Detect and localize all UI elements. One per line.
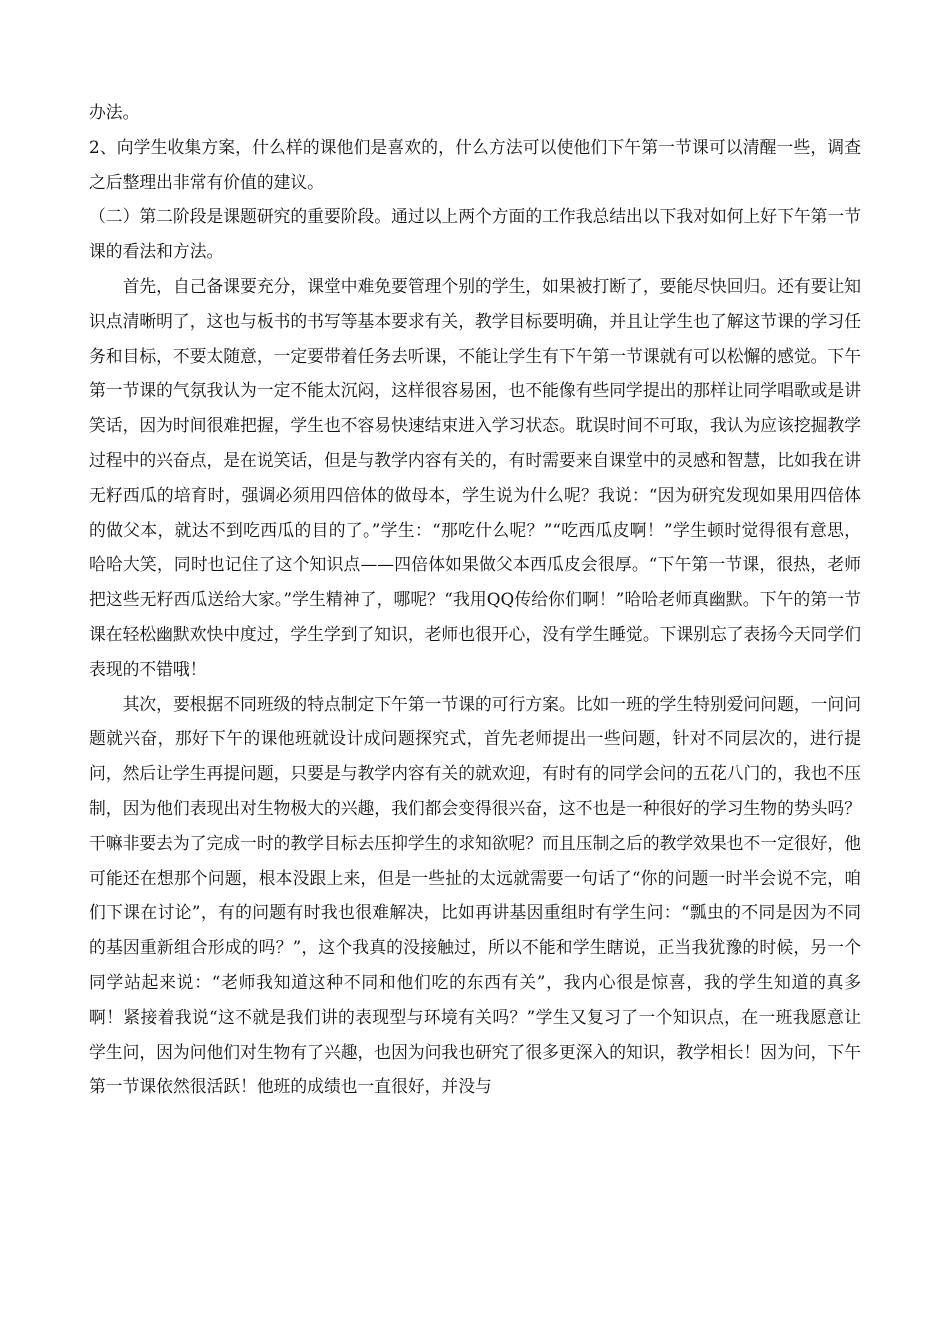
paragraph-stage-two: （二）第二阶段是课题研究的重要阶段。通过以上两个方面的工作我总结出以下我对如何上好下午第一节课的看法和方法。: [89, 206, 861, 262]
paragraph-continuation: 办法。: [89, 102, 140, 122]
document-page: [89, 95, 861, 1104]
paragraph-first-point: 首先，自己备课要充分，课堂中难免要管理个别的学生，如果被打断了，要能尽快回归。还有要让知识点清晰明了，这也与板书的书写等基本要求有关，教学目标要明确，并且让学生也了解这节课的学习任务和目标，不要太随意，一定要带着任务去听课，不能让学生有下午第一节课就有可以松懈的感觉。下午第一节课的气氛我认为一定不能太沉闷，这样很容易困，也不能像有些同学提出的那样让同学唱歌或是讲笑话，因为时间很难把握，学生也不容易快速结束进入学习状态。耽误时间不可取，我认为应该挖掘教学过程中的兴奋点，是在说笑话，但是与教学内容有关的，有时需要来自课堂中的灵感和智慧，比如我在讲无籽西瓜的培育时，强调必须用四倍体的做母本，学生说为什么呢？我说：“因为研究发现如果用四倍体的做父本，就达不到吃西瓜的目的了。”学生：“那吃什么呢？”“吃西瓜皮啊！”学生顿时觉得很有意思，哈哈大笑，同时也记住了这个知识点——四倍体如果做父本西瓜皮会很厚。“下午第一节课，很热，老师把这些无籽西瓜送给大家。”学生精神了，哪呢？“我用QQ传给你们啊！”哈哈老师真幽默。下午的第一节课在轻松幽默欢快中度过，学生学到了知识，老师也很开心，没有学生睡觉。下课别忘了表扬今天同学们表现的不错哦！: [89, 275, 861, 679]
paragraph-second-point: 其次，要根据不同班级的特点制定下午第一节课的可行方案。比如一班的学生特别爱问问题，一问问题就兴奋，那好下午的课他班就设计成问题探究式，首先老师提出一些问题，针对不同层次的，进行提问，然后让学生再提问题，只要是与教学内容有关的就欢迎，有时有的同学会问的五花八门的，我也不压制，因为他们表现出对生物极大的兴趣，我们都会变得很兴奋，这不也是一种很好的学习生物的势头吗？干嘛非要去为了完成一时的教学目标去压抑学生的求知欲呢？而且压制之后的教学效果也不一定很好，他可能还在想那个问题，根本没跟上来，但是一些扯的太远就需要一句话了“你的问题一时半会说不完，咱们下课在讨论”，有的问题有时我也很难解决，比如再讲基因重组时有学生问：“瓢虫的不同是因为不同的基因重新组合形成的吗？”，这个我真的没接触过，所以不能和学生瞎说，正当我犹豫的时候，另一个同学站起来说：“老师我知道这种不同和他们吃的东西有关”，我内心很是惊喜，我的学生知道的真多啊！紧接着我说“这不就是我们讲的表现型与环境有关吗？”学生又复习了一个知识点，在一班我愿意让学生问，因为问他们对生物有了兴趣，也因为问我也研究了很多更深入的知识，教学相长！因为问，下午第一节课依然很活跃！他班的成绩也一直很好，并没与: [89, 693, 861, 1097]
paragraph-item-2: 2、向学生收集方案，什么样的课他们是喜欢的，什么方法可以使他们下午第一节课可以清醒一些，调查之后整理出非常有价值的建议。: [89, 136, 861, 192]
